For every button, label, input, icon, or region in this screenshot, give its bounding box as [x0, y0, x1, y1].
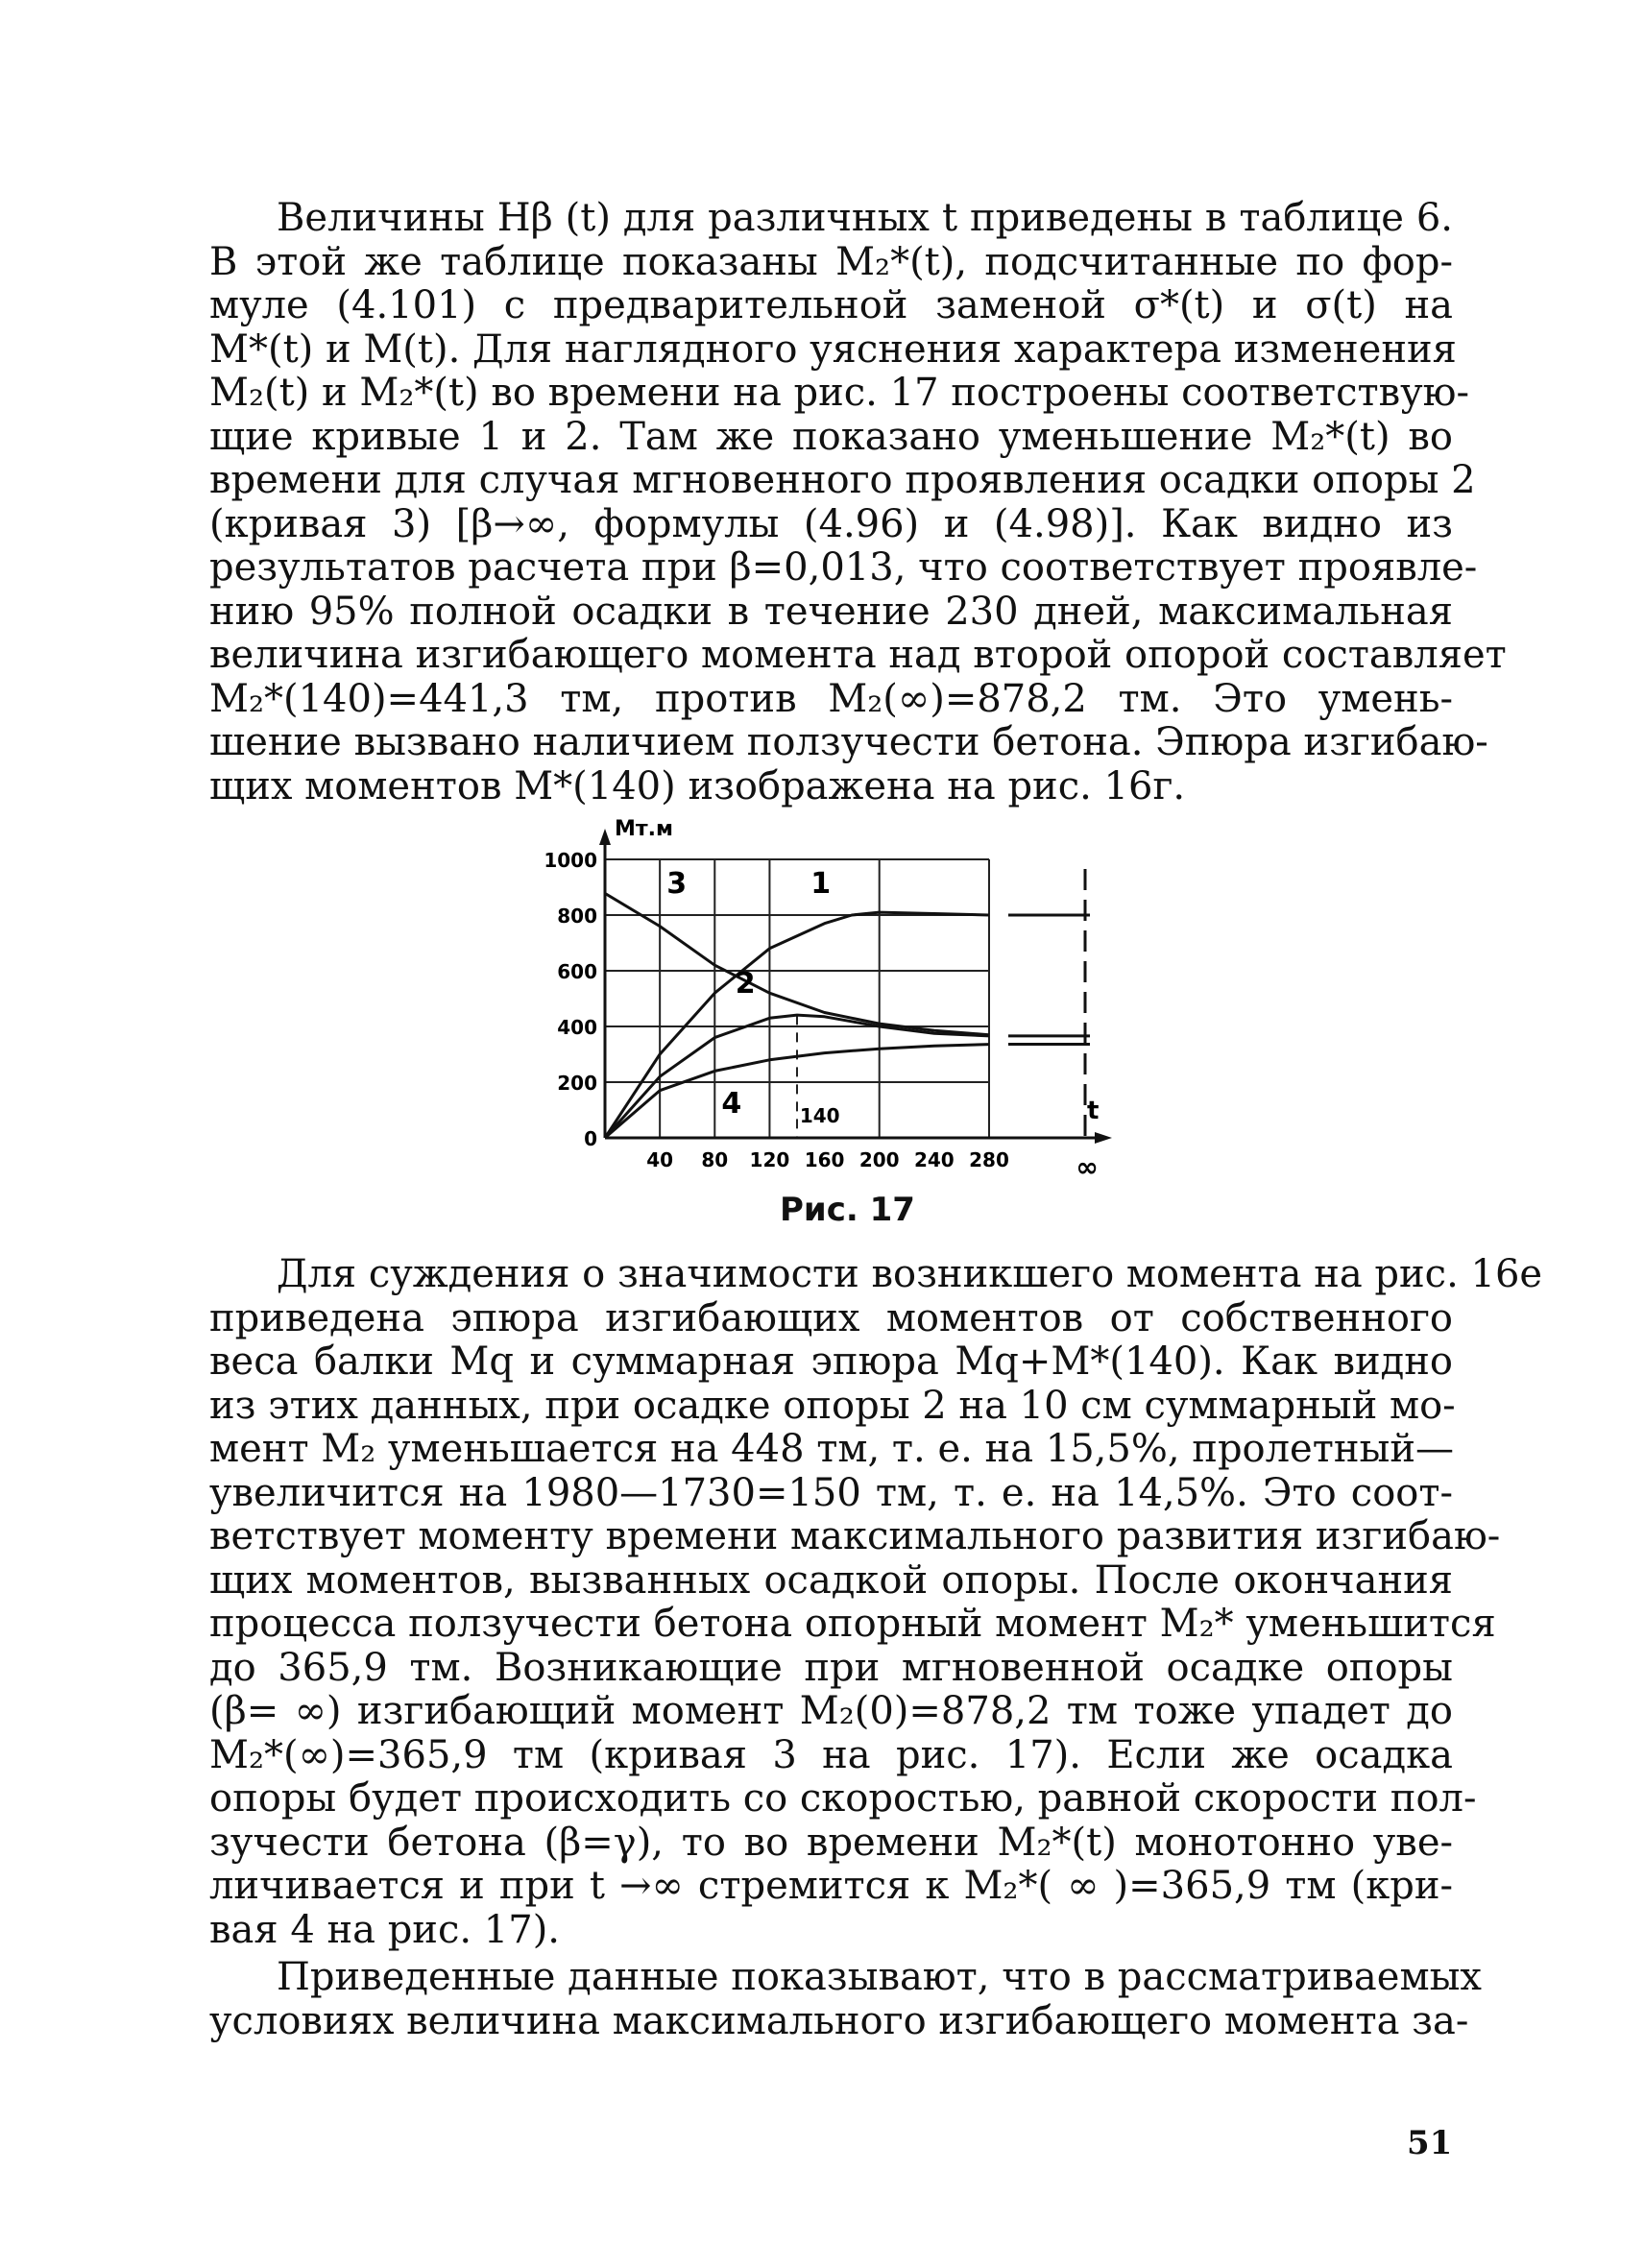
- text-line: времени для случая мгновенного проявления осадки опоры 2: [209, 458, 1476, 502]
- paragraph-2: [209, 1252, 1543, 1952]
- x-tick-label: 80: [701, 1148, 729, 1171]
- text-line: щих моментов, вызванных осадкой опоры. После окончания: [209, 1557, 1453, 1603]
- text-line: M₂*(∞)=365,9 тм (кривая 3 на рис. 17). Если же осадка: [209, 1732, 1453, 1777]
- y-tick-label: 1000: [544, 849, 597, 872]
- text-line: щих моментов M*(140) изображена на рис. 16г.: [209, 763, 1186, 808]
- text-line: вая 4 на рис. 17).: [209, 1907, 561, 1952]
- y-axis-label: Мт.м: [615, 817, 673, 841]
- y-tick-label: 800: [557, 905, 597, 928]
- y-tick-label: 400: [557, 1016, 597, 1039]
- text-line: процесса ползучести бетона опорный момент M₂* уменьшится: [209, 1602, 1496, 1646]
- text-line: M₂(t) и M₂*(t) во времени на рис. 17 построены соответствую-: [209, 371, 1470, 415]
- text-line: из этих данных, при осадке опоры 2 на 10 см суммарный мо-: [209, 1383, 1456, 1428]
- y-tick-label: 200: [557, 1072, 597, 1095]
- text-line: веса балки Mq и суммарная эпюра Mq+M*(140). Как видно: [209, 1339, 1453, 1384]
- text-line: результатов расчета при β=0,013, что соответствует проявле-: [209, 545, 1478, 590]
- series-1-label: 1: [810, 866, 832, 901]
- x-axis-arrow: [1095, 1132, 1112, 1144]
- x-infinity-label: ∞: [1076, 1151, 1099, 1183]
- figure-17-chart: [538, 816, 1191, 1219]
- text-line: мент M₂ уменьшается на 448 тм, т. е. на 15,5%, пролетный—: [209, 1427, 1454, 1471]
- text-line: Приведенные данные показывают, что в рассматриваемых: [277, 1955, 1482, 1999]
- text-line: приведена эпюра изгибающих моментов от собственного: [209, 1295, 1453, 1340]
- text-line: В этой же таблице показаны M₂*(t), подсчитанные по фор-: [209, 239, 1453, 284]
- x-axis-label: t: [1087, 1097, 1100, 1125]
- text-line: щие кривые 1 и 2. Там же показано уменьшение M₂*(t) во: [209, 414, 1453, 459]
- text-line: M₂*(140)=441,3 тм, против M₂(∞)=878,2 тм. Это умень-: [209, 676, 1453, 721]
- text-line: Величины Hβ (t) для различных t приведены в таблице 6.: [277, 196, 1453, 240]
- paragraph-3: [209, 1955, 1482, 2043]
- text-line: зучести бетона (β=γ), то во времени M₂*(t) монотонно уве-: [209, 1820, 1453, 1865]
- text-line: муле (4.101) с предварительной заменой σ*(t) и σ(t) на: [209, 283, 1453, 327]
- x-tick-label: 120: [749, 1148, 790, 1171]
- x-tick-label: 200: [858, 1148, 900, 1171]
- x-tick-label: 160: [804, 1148, 845, 1171]
- text-line: ветствует моменту времени максимального развития изгибаю-: [209, 1514, 1501, 1558]
- paragraph-1: [209, 196, 1507, 808]
- series-4-label: 4: [721, 1086, 742, 1121]
- text-line: Для суждения о значимости возникшего момента на рис. 16е: [277, 1252, 1543, 1296]
- text-line: условиях величина максимального изгибающего момента за-: [209, 1998, 1469, 2043]
- x-tick-label: 280: [969, 1148, 1009, 1171]
- text-line: опоры будет происходить со скоростью, равной скорости пол-: [209, 1776, 1477, 1821]
- text-line: до 365,9 тм. Возникающие при мгновенной осадке опоры: [209, 1645, 1453, 1690]
- text-line: нию 95% полной осадки в течение 230 дней, максимальная: [209, 589, 1453, 634]
- y-tick-label: 600: [557, 960, 597, 983]
- text-line: M*(t) и M(t). Для наглядного уяснения характера изменения: [209, 326, 1457, 372]
- y-axis-arrow: [599, 829, 611, 845]
- page-number: 51: [1407, 2124, 1453, 2162]
- y-tick-label: 0: [584, 1127, 597, 1150]
- annotation-140: 140: [799, 1104, 840, 1128]
- series-2-label: 2: [735, 967, 756, 1001]
- series-3-label: 3: [666, 866, 688, 901]
- text-line: шение вызвано наличием ползучести бетона. Эпюра изгибаю-: [209, 720, 1488, 764]
- x-tick-label: 40: [646, 1148, 674, 1171]
- text-line: увеличится на 1980—1730=150 тм, т. е. на 14,5%. Это соот-: [209, 1470, 1453, 1515]
- text-line: личивается и при t →∞ стремится к M₂*( ∞ )=365,9 тм (кри-: [209, 1864, 1453, 1908]
- text-line: (β= ∞) изгибающий момент M₂(0)=878,2 тм тоже упадет до: [209, 1689, 1453, 1733]
- x-tick-label: 240: [913, 1148, 955, 1171]
- text-line: (кривая 3) [β→∞, формулы (4.96) и (4.98)]. Как видно из: [209, 501, 1453, 546]
- figure-caption: Рис. 17: [780, 1191, 915, 1229]
- text-line: величина изгибающего момента над второй опорой составляет: [209, 633, 1507, 677]
